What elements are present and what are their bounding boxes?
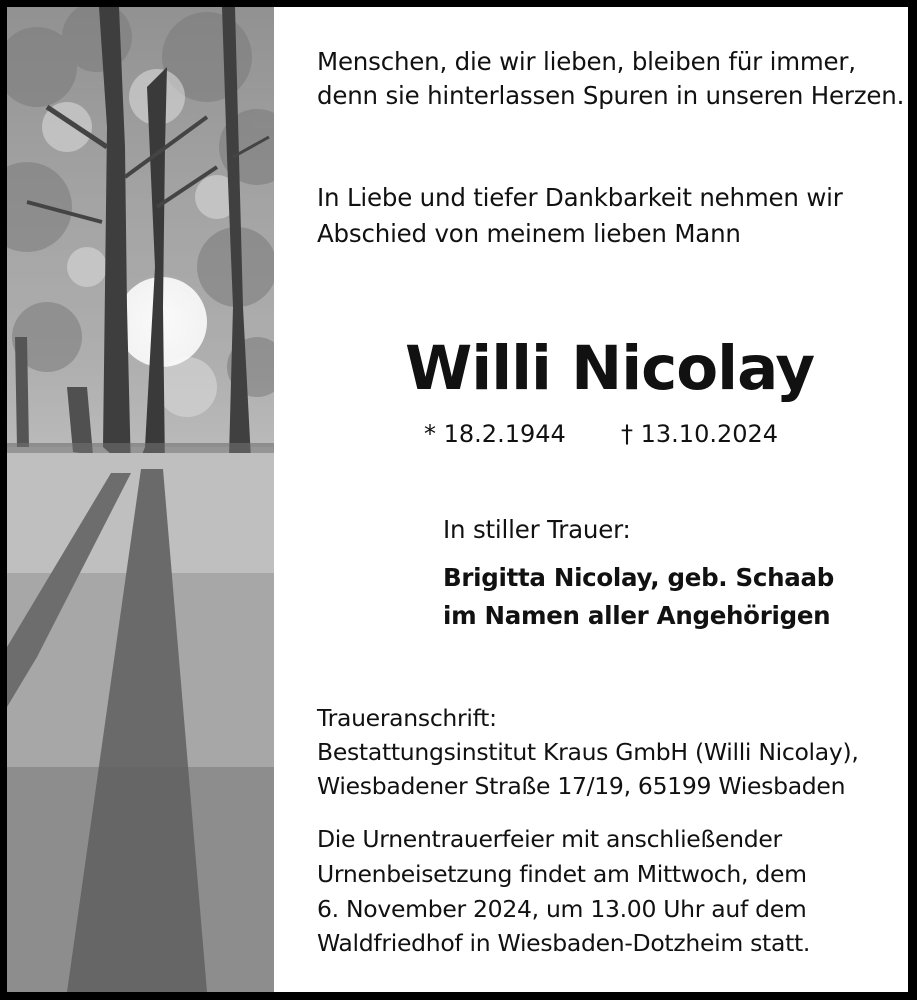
quote-line-2: denn sie hinterlassen Spuren in unseren Herzen. [317,81,905,110]
ceremony-line-3: 6. November 2024, um 13.00 Uhr auf dem [317,895,807,923]
intro-line-1: In Liebe und tiefer Dankbarkeit nehmen wir [317,183,843,212]
address-line-1: Bestattungsinstitut Kraus GmbH (Willi Nicolay), [317,738,859,766]
trees-illustration [7,7,274,992]
deceased-name: Willi Nicolay [405,333,815,404]
quote-line-1: Menschen, die wir lieben, bleiben für immer, [317,47,856,76]
park-trees-photo [7,7,274,992]
mourners-heading: In stiller Trauer: [443,515,631,544]
death-date: † 13.10.2024 [621,420,779,448]
address-line-2: Wiesbadener Straße 17/19, 65199 Wiesbaden [317,772,846,800]
ceremony-line-4: Waldfriedhof in Wiesbaden-Dotzheim statt. [317,929,811,957]
ceremony-line-2: Urnenbeisetzung findet am Mittwoch, dem [317,860,807,888]
address-heading: Traueranschrift: [317,704,497,732]
birth-date: * 18.2.1944 [424,420,566,448]
mourner-line-1: Brigitta Nicolay, geb. Schaab [443,563,834,592]
mourner-line-2: im Namen aller Angehörigen [443,601,831,630]
obituary-notice [7,7,908,992]
ceremony-line-1: Die Urnentrauerfeier mit anschließender [317,825,782,853]
intro-line-2: Abschied von meinem lieben Mann [317,219,741,248]
